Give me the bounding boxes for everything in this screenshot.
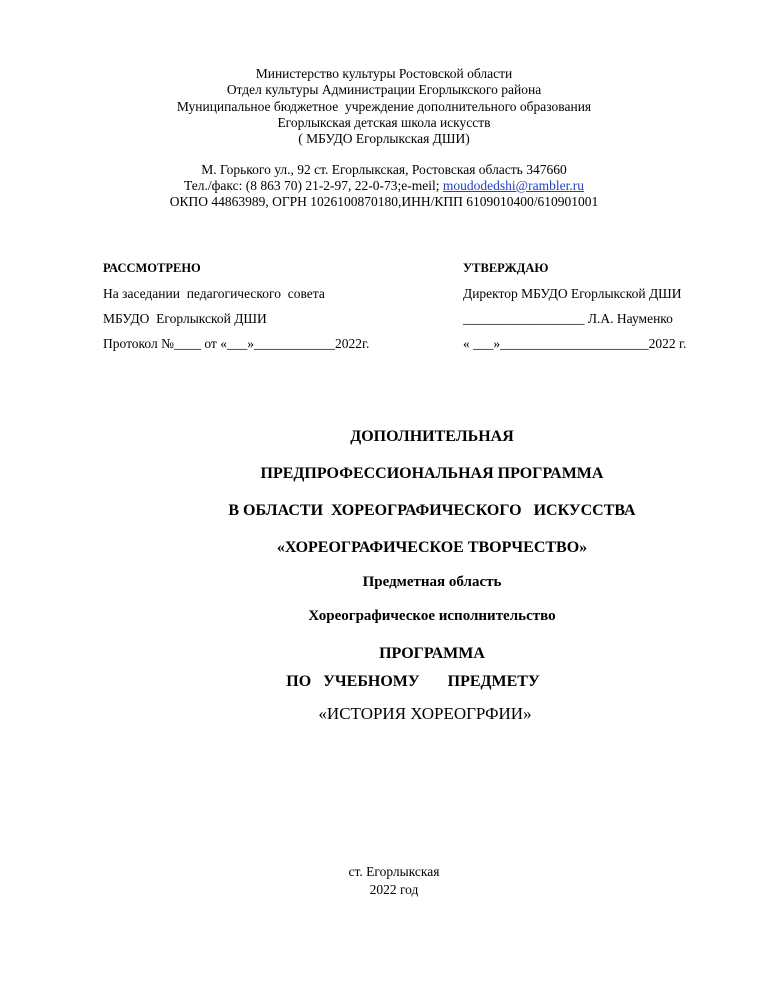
council-school-line: МБУДО Егорлыкской ДШИ xyxy=(103,311,267,326)
department-line: Отдел культуры Администрации Егорлыкского района xyxy=(226,82,542,97)
program-heading: ПРОГРАММА xyxy=(379,645,485,662)
ministry-line: Министерство культуры Ростовской области xyxy=(255,66,513,81)
approve-heading: УТВЕРЖДАЮ xyxy=(463,261,549,275)
year-line: 2022 год xyxy=(369,882,419,897)
title-additional: ДОПОЛНИТЕЛЬНАЯ xyxy=(350,428,514,445)
approval-date-line: « ___»______________________2022 г. xyxy=(463,336,687,351)
school-name-line: Егорлыкская детская школа искусств xyxy=(277,115,491,130)
protocol-line: Протокол №____ от «___»____________2022г. xyxy=(103,336,370,351)
phone-text: Тел./факс: (8 863 70) 21-2-97, 22-0-73;e-meil; xyxy=(184,178,443,193)
registry-line: ОКПО 44863989, ОГРН 1026100870180,ИНН/КПП 6109010400/610901001 xyxy=(169,194,599,209)
by-subject-heading: ПО УЧЕБНОМУ ПРЕДМЕТУ xyxy=(286,673,540,690)
address-line: М. Горького ул., 92 ст. Егорлыкская, Ростовская область 347660 xyxy=(201,162,567,177)
subject-area: Хореографическое исполнительство xyxy=(308,608,556,624)
email-link[interactable]: moudodedshi@rambler.ru xyxy=(442,178,584,193)
title-field: В ОБЛАСТИ ХОРЕОГРАФИЧЕСКОГО ИСКУССТВА xyxy=(228,502,636,519)
institution-line: Муниципальное бюджетное учреждение дополнительного образования xyxy=(176,99,592,114)
contact-line xyxy=(0,178,768,193)
place-line: ст. Егорлыкская xyxy=(348,864,440,879)
school-abbr-line: ( МБУДО Егорлыкская ДШИ) xyxy=(298,131,470,146)
director-line: Директор МБУДО Егорлыкской ДШИ xyxy=(463,286,682,301)
subject-name: «ИСТОРИЯ ХОРЕОГРФИИ» xyxy=(318,704,532,723)
title-preprofessional: ПРЕДПРОФЕССИОНАЛЬНАЯ ПРОГРАММА xyxy=(260,465,604,482)
council-meeting-line: На заседании педагогического совета xyxy=(103,286,325,301)
title-program-name: «ХОРЕОГРАФИЧЕСКОЕ ТВОРЧЕСТВО» xyxy=(276,539,588,556)
director-signature-line: __________________ Л.А. Науменко xyxy=(463,311,673,326)
subject-area-label: Предметная область xyxy=(362,574,502,590)
considered-heading: РАССМОТРЕНО xyxy=(103,261,201,275)
